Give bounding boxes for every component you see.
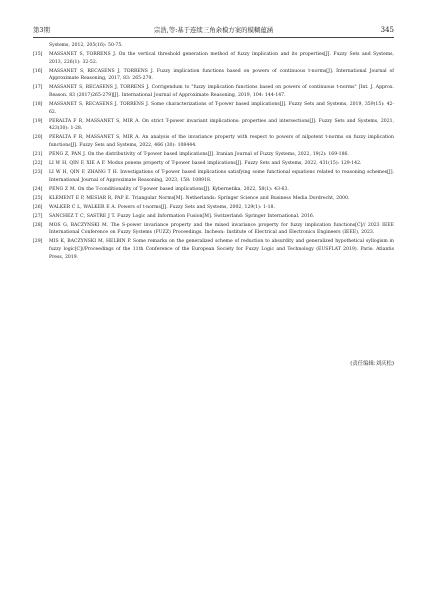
reference-text: MOS G, BACZYNSKI M. The S-power invariance property and the mixed invariance property for fuzzy implication functions[C]// 2023 IEEE International Conference on Fuzzy Systems (FUZZ) Proceedings. Incheon: Institute of Electrical and Electronics Engineers (IEEE), 2023. [49, 222, 394, 236]
reference-text: WALKER C L, WALKER E A. Powers of t-norms[J]. Fuzzy Sets and Systems, 2002, 129(1): 1-18. [49, 204, 275, 210]
page-number: 345 [380, 26, 394, 34]
reference-text: LI W H, QIN F, ZHANG T H. Investigations of T-power based implications satisfying some functional equations related to reasoning schemes[J]. International Journal of Approximate Reasoning, 2023, 158: 108918. [49, 169, 394, 183]
reference-number: [16] [33, 68, 43, 74]
reference-item [33, 238, 394, 261]
reference-text: Systems, 2012, 205(16): 50-75. [49, 43, 123, 48]
reference-text: MASSANET S, RECASENS J, TORRENS J. Some characterizations of T-power based implications[J]. Fuzzy Sets and Systems, 2019, 359(15): 42-62. [49, 101, 394, 115]
reference-text: PENG Z M. On the T-conditionality of T-power based implications[J]. Kybernetika, 2022, 58(1): 43-63. [49, 186, 289, 192]
reference-item [33, 151, 394, 159]
reference-text: KLEMENT E P, MESIAR R, PAP E. Triangular Norms[M]. Netherlands: Springer Science and Business Media Dordrecht, 2000. [49, 195, 350, 201]
reference-item [33, 160, 394, 168]
reference-text: MASSANET S, RECASENS J, TORRENS J. Fuzzy implication functions based on powers of continuous t-norms[J]. International Journal of Approximate Reasoning, 2017, 83: 265-279. [49, 68, 394, 82]
reference-item [33, 68, 394, 83]
running-header [33, 24, 394, 36]
reference-text: PERALTA F R, MASSANET S, MIR A. An analysis of the invariance property with respect to powers of nilpotent t-norms on fuzzy implication functions[J]. Fuzzy Sets and Systems, 2022, 466 (30): 108444. [49, 135, 394, 148]
reference-number: [21] [33, 151, 43, 157]
reference-item [33, 204, 394, 212]
reference-item [33, 195, 394, 203]
reference-number: [22] [33, 160, 43, 166]
reference-item [33, 213, 394, 221]
reference-item [33, 134, 394, 149]
reference-text: MIS K, BACZYNSKI M, HELBIN P. Some remarks on the generalized scheme of reduction to absurdity and generalized hypothetical syllogism in fuzzy logic[C]//Proceedings of the 11th Conference of the European Society for Fuzzy Logic and Technology (EUSFLAT 2019). Paris: Atlantis Press, 2019. [49, 239, 394, 260]
reference-text: MASSANET S, RECASENS J, TORRENS J. Corrigendum to "fuzzy implication functions based on powers of continuous t-norms" [Int. J. Approx. Reason. 83 (2017)265-279][J]. International Journal of Approximate Reasoning, 2019, 104: 144-147. [49, 85, 394, 98]
reference-text: PERALTA F R, MASSANET S, MIR A. On strict T-power invariant implications: properties and intersections[J]. Fuzzy Sets and Systems, 2021, 423(30): 1-28. [49, 118, 394, 132]
reference-text: MASSANET S, TORRENS J. On the vertical threshold generation method of fuzzy implication and its properties[J]. Fuzzy Sets and Systems, 2013, 226(1): 32-52. [49, 52, 394, 65]
reference-item [33, 84, 394, 99]
reference-text: LI W H, QIN F, XIE A F. Modus ponens property of T-power based implications[J]. Fuzzy Sets and Systems, 2022, 431(15): 129-142. [49, 160, 362, 166]
reference-item [33, 186, 394, 194]
reference-item [33, 42, 394, 50]
running-title: 宗浩,等:基于连续三角余模方案的模糊蕴涵 [153, 26, 274, 34]
reference-number: [26] [33, 204, 43, 210]
issue-label: 第3期 [33, 26, 50, 34]
reference-item [33, 118, 394, 133]
reference-number: [24] [33, 186, 43, 192]
reference-number: [20] [33, 135, 43, 141]
editor-note: (责任编辑:刘庆松) [350, 361, 394, 367]
reference-number: [18] [33, 101, 43, 107]
reference-number: [25] [33, 195, 43, 201]
reference-number: [15] [33, 52, 43, 57]
reference-number: [19] [33, 118, 43, 124]
reference-number: [17] [33, 85, 43, 91]
reference-item [33, 51, 394, 66]
reference-text: SANCHEZ T C, SASTRE J T. Fuzzy Logic and Information Fusion[M]. Switzerland: Springer International, 2016. [49, 213, 315, 219]
reference-number: [23] [33, 169, 43, 175]
reference-item [33, 101, 394, 116]
reference-item [33, 169, 394, 184]
header-rule [33, 37, 394, 38]
reference-text: PENG Z, PAN J. On the distributivity of T-power based implications[J]. Iranian Journal of Fuzzy Systems, 2022, 19(2): 169-186. [49, 151, 349, 157]
reference-number: [29] [33, 239, 43, 245]
reference-number: [27] [33, 213, 43, 219]
reference-item [33, 222, 394, 237]
reference-number: [28] [33, 222, 43, 228]
reference-list [33, 42, 394, 263]
